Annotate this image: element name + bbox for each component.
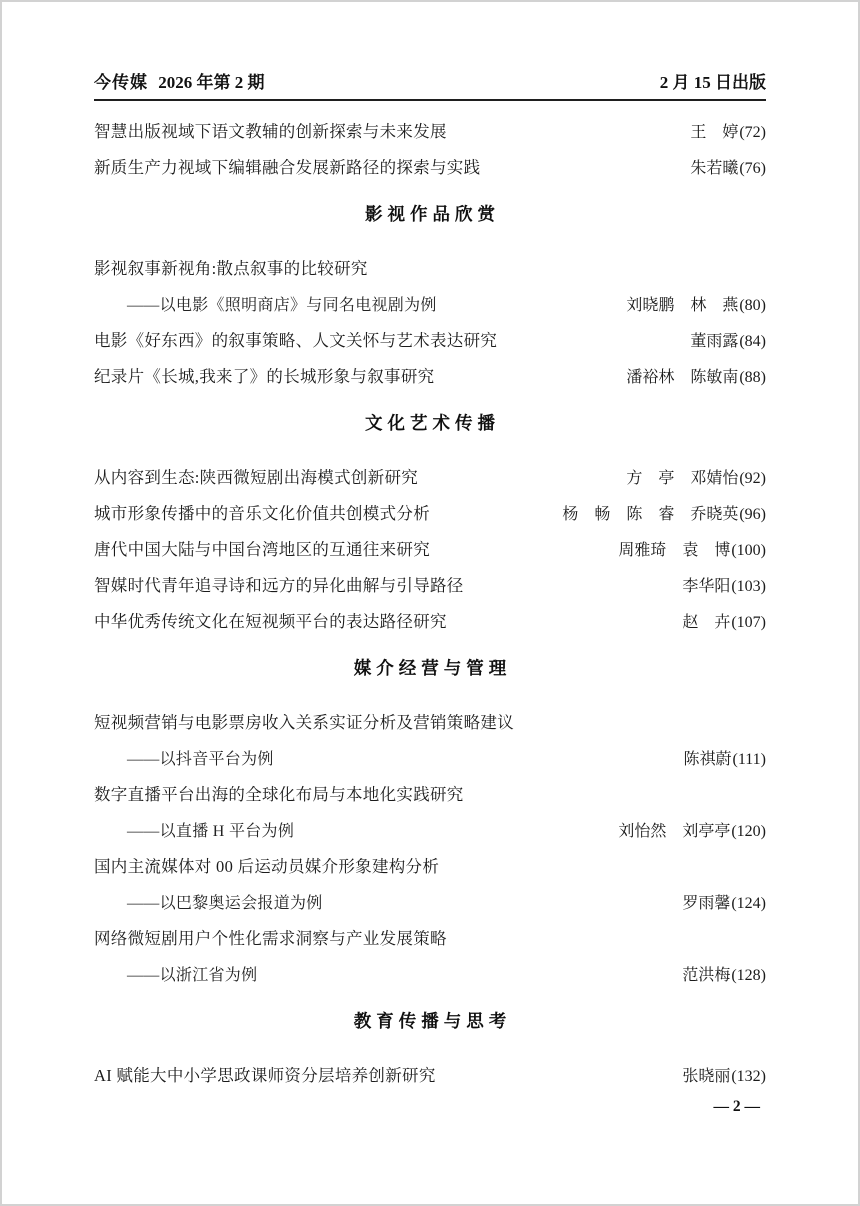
- toc-entry-title: 城市形象传播中的音乐文化价值共创模式分析: [94, 504, 430, 523]
- toc-entry-byline: [626, 292, 766, 315]
- toc-entry-pageref: (132): [731, 1067, 766, 1085]
- toc-entry-authors: 李华阳: [682, 577, 731, 595]
- toc-entry-pageref: (88): [739, 368, 766, 386]
- toc-entry-row: [94, 321, 766, 357]
- toc-entry-title: 数字直播平台出海的全球化布局与本地化实践研究: [94, 785, 464, 804]
- toc-entry-subrow: [94, 883, 766, 919]
- toc-entry-title: 纪录片《长城,我来了》的长城形象与叙事研究: [94, 367, 435, 386]
- toc-entry-byline: [626, 364, 766, 387]
- toc-entry-pageref: (100): [731, 541, 766, 559]
- toc-entry-row: [94, 775, 766, 811]
- journal-issue: 2026 年第 2 期: [158, 73, 265, 92]
- toc-entry-title: 网络微短剧用户个性化需求洞察与产业发展策略: [94, 929, 447, 948]
- toc-list: [94, 112, 766, 1092]
- toc-entry-title: 智慧出版视域下语文教辅的创新探索与未来发展: [94, 122, 447, 141]
- toc-entry-row: [94, 249, 766, 285]
- toc-entry-row: [94, 602, 766, 638]
- toc-entry-byline: [682, 962, 766, 985]
- toc-entry-subrow: [94, 739, 766, 775]
- toc-entry-authors: 潘裕林 陈敏南: [626, 368, 739, 386]
- toc-entry-pageref: (124): [731, 894, 766, 912]
- toc-entry-row: [94, 919, 766, 955]
- toc-entry-subtitle: ——以电影《照明商店》与同名电视剧为例: [127, 296, 437, 314]
- toc-entry-row: [94, 530, 766, 566]
- page-footer: [94, 1098, 766, 1116]
- section-heading: 影视作品欣赏: [365, 204, 500, 224]
- toc-entry-byline: [684, 746, 766, 769]
- toc-entry-authors: 王 婷: [690, 123, 739, 141]
- journal-brand: 今传媒: [94, 73, 148, 92]
- toc-entry-title: 影视叙事新视角:散点叙事的比较研究: [94, 259, 368, 278]
- toc-entry-pageref: (107): [731, 613, 766, 631]
- toc-entry-title: 短视频营销与电影票房收入关系实证分析及营销策略建议: [94, 713, 514, 732]
- section-heading: 教育传播与思考: [353, 1011, 512, 1031]
- toc-entry-byline: [618, 818, 766, 841]
- toc-entry-title: 从内容到生态:陕西微短剧出海模式创新研究: [94, 468, 419, 487]
- toc-entry-byline: [626, 465, 766, 488]
- toc-entry-title: 国内主流媒体对 00 后运动员媒介形象建构分析: [94, 857, 440, 876]
- toc-entry-subrow: [94, 285, 766, 321]
- toc-entry-row: [94, 148, 766, 184]
- toc-entry-pageref: (96): [739, 505, 766, 523]
- toc-entry-byline: [682, 609, 766, 632]
- section-heading: 媒介经营与管理: [353, 658, 512, 678]
- toc-entry-row: [94, 494, 766, 530]
- section-heading: 文化艺术传播: [365, 413, 500, 433]
- toc-entry-byline: [682, 1063, 766, 1086]
- toc-entry-title: 新质生产力视域下编辑融合发展新路径的探索与实践: [94, 158, 481, 177]
- toc-entry-byline: [562, 501, 766, 524]
- toc-entry-authors: 赵 卉: [682, 613, 731, 631]
- page-number: — 2 —: [713, 1098, 760, 1115]
- toc-entry-pageref: (120): [731, 822, 766, 840]
- toc-entry-title: AI 赋能大中小学思政课师资分层培养创新研究: [94, 1066, 436, 1085]
- publish-date: 2 月 15 日出版: [659, 73, 766, 92]
- toc-entry-authors: 张晓丽: [682, 1067, 731, 1085]
- toc-entry-authors: 周雅琦 袁 博: [618, 541, 731, 559]
- toc-entry-row: [94, 458, 766, 494]
- toc-entry-subtitle: ——以巴黎奥运会报道为例: [127, 894, 323, 912]
- running-head: [94, 2, 766, 93]
- toc-entry-authors: 杨 畅 陈 睿 乔晓英: [562, 505, 739, 523]
- toc-entry-pageref: (111): [732, 750, 766, 768]
- toc-entry-authors: 范洪梅: [682, 966, 731, 984]
- toc-entry-title: 中华优秀传统文化在短视频平台的表达路径研究: [94, 612, 447, 631]
- toc-entry-title: 电影《好东西》的叙事策略、人文关怀与艺术表达研究: [94, 331, 498, 350]
- toc-entry-pageref: (80): [739, 296, 766, 314]
- toc-entry-row: [94, 112, 766, 148]
- toc-entry-title: 智媒时代青年追寻诗和远方的异化曲解与引导路径: [94, 576, 464, 595]
- toc-entry-authors: 方 亭 邓婧怡: [626, 469, 739, 487]
- toc-entry-pageref: (76): [739, 159, 766, 177]
- toc-entry-authors: 陈祺蔚: [683, 750, 732, 768]
- journal-title: [94, 73, 265, 93]
- toc-entry-row: [94, 847, 766, 883]
- toc-entry-row: [94, 357, 766, 393]
- toc-entry-subtitle: ——以抖音平台为例: [127, 750, 274, 768]
- toc-entry-subrow: [94, 955, 766, 991]
- toc-entry-subtitle: ——以浙江省为例: [127, 966, 258, 984]
- toc-entry-authors: 刘怡然 刘亭亭: [618, 822, 731, 840]
- toc-entry-title: 唐代中国大陆与中国台湾地区的互通往来研究: [94, 540, 430, 559]
- toc-entry-pageref: (92): [739, 469, 766, 487]
- toc-entry-row: [94, 1056, 766, 1092]
- toc-entry-byline: [682, 890, 766, 913]
- toc-entry-row: [94, 566, 766, 602]
- header-rule: [94, 99, 766, 101]
- toc-entry-authors: 董雨露: [690, 332, 739, 350]
- toc-entry-byline: [690, 155, 766, 178]
- toc-entry-pageref: (72): [739, 123, 766, 141]
- toc-entry-byline: [618, 537, 766, 560]
- toc-entry-authors: 刘晓鹏 林 燕: [626, 296, 739, 314]
- toc-entry-authors: 罗雨馨: [682, 894, 731, 912]
- toc-entry-pageref: (84): [739, 332, 766, 350]
- toc-entry-pageref: (128): [731, 966, 766, 984]
- toc-entry-byline: [682, 573, 766, 596]
- toc-entry-subtitle: ——以直播 H 平台为例: [127, 822, 295, 840]
- toc-entry-subrow: [94, 811, 766, 847]
- toc-entry-byline: [690, 119, 766, 142]
- toc-entry-pageref: (103): [731, 577, 766, 595]
- toc-entry-row: [94, 703, 766, 739]
- toc-entry-byline: [690, 328, 766, 351]
- toc-entry-authors: 朱若曦: [690, 159, 739, 177]
